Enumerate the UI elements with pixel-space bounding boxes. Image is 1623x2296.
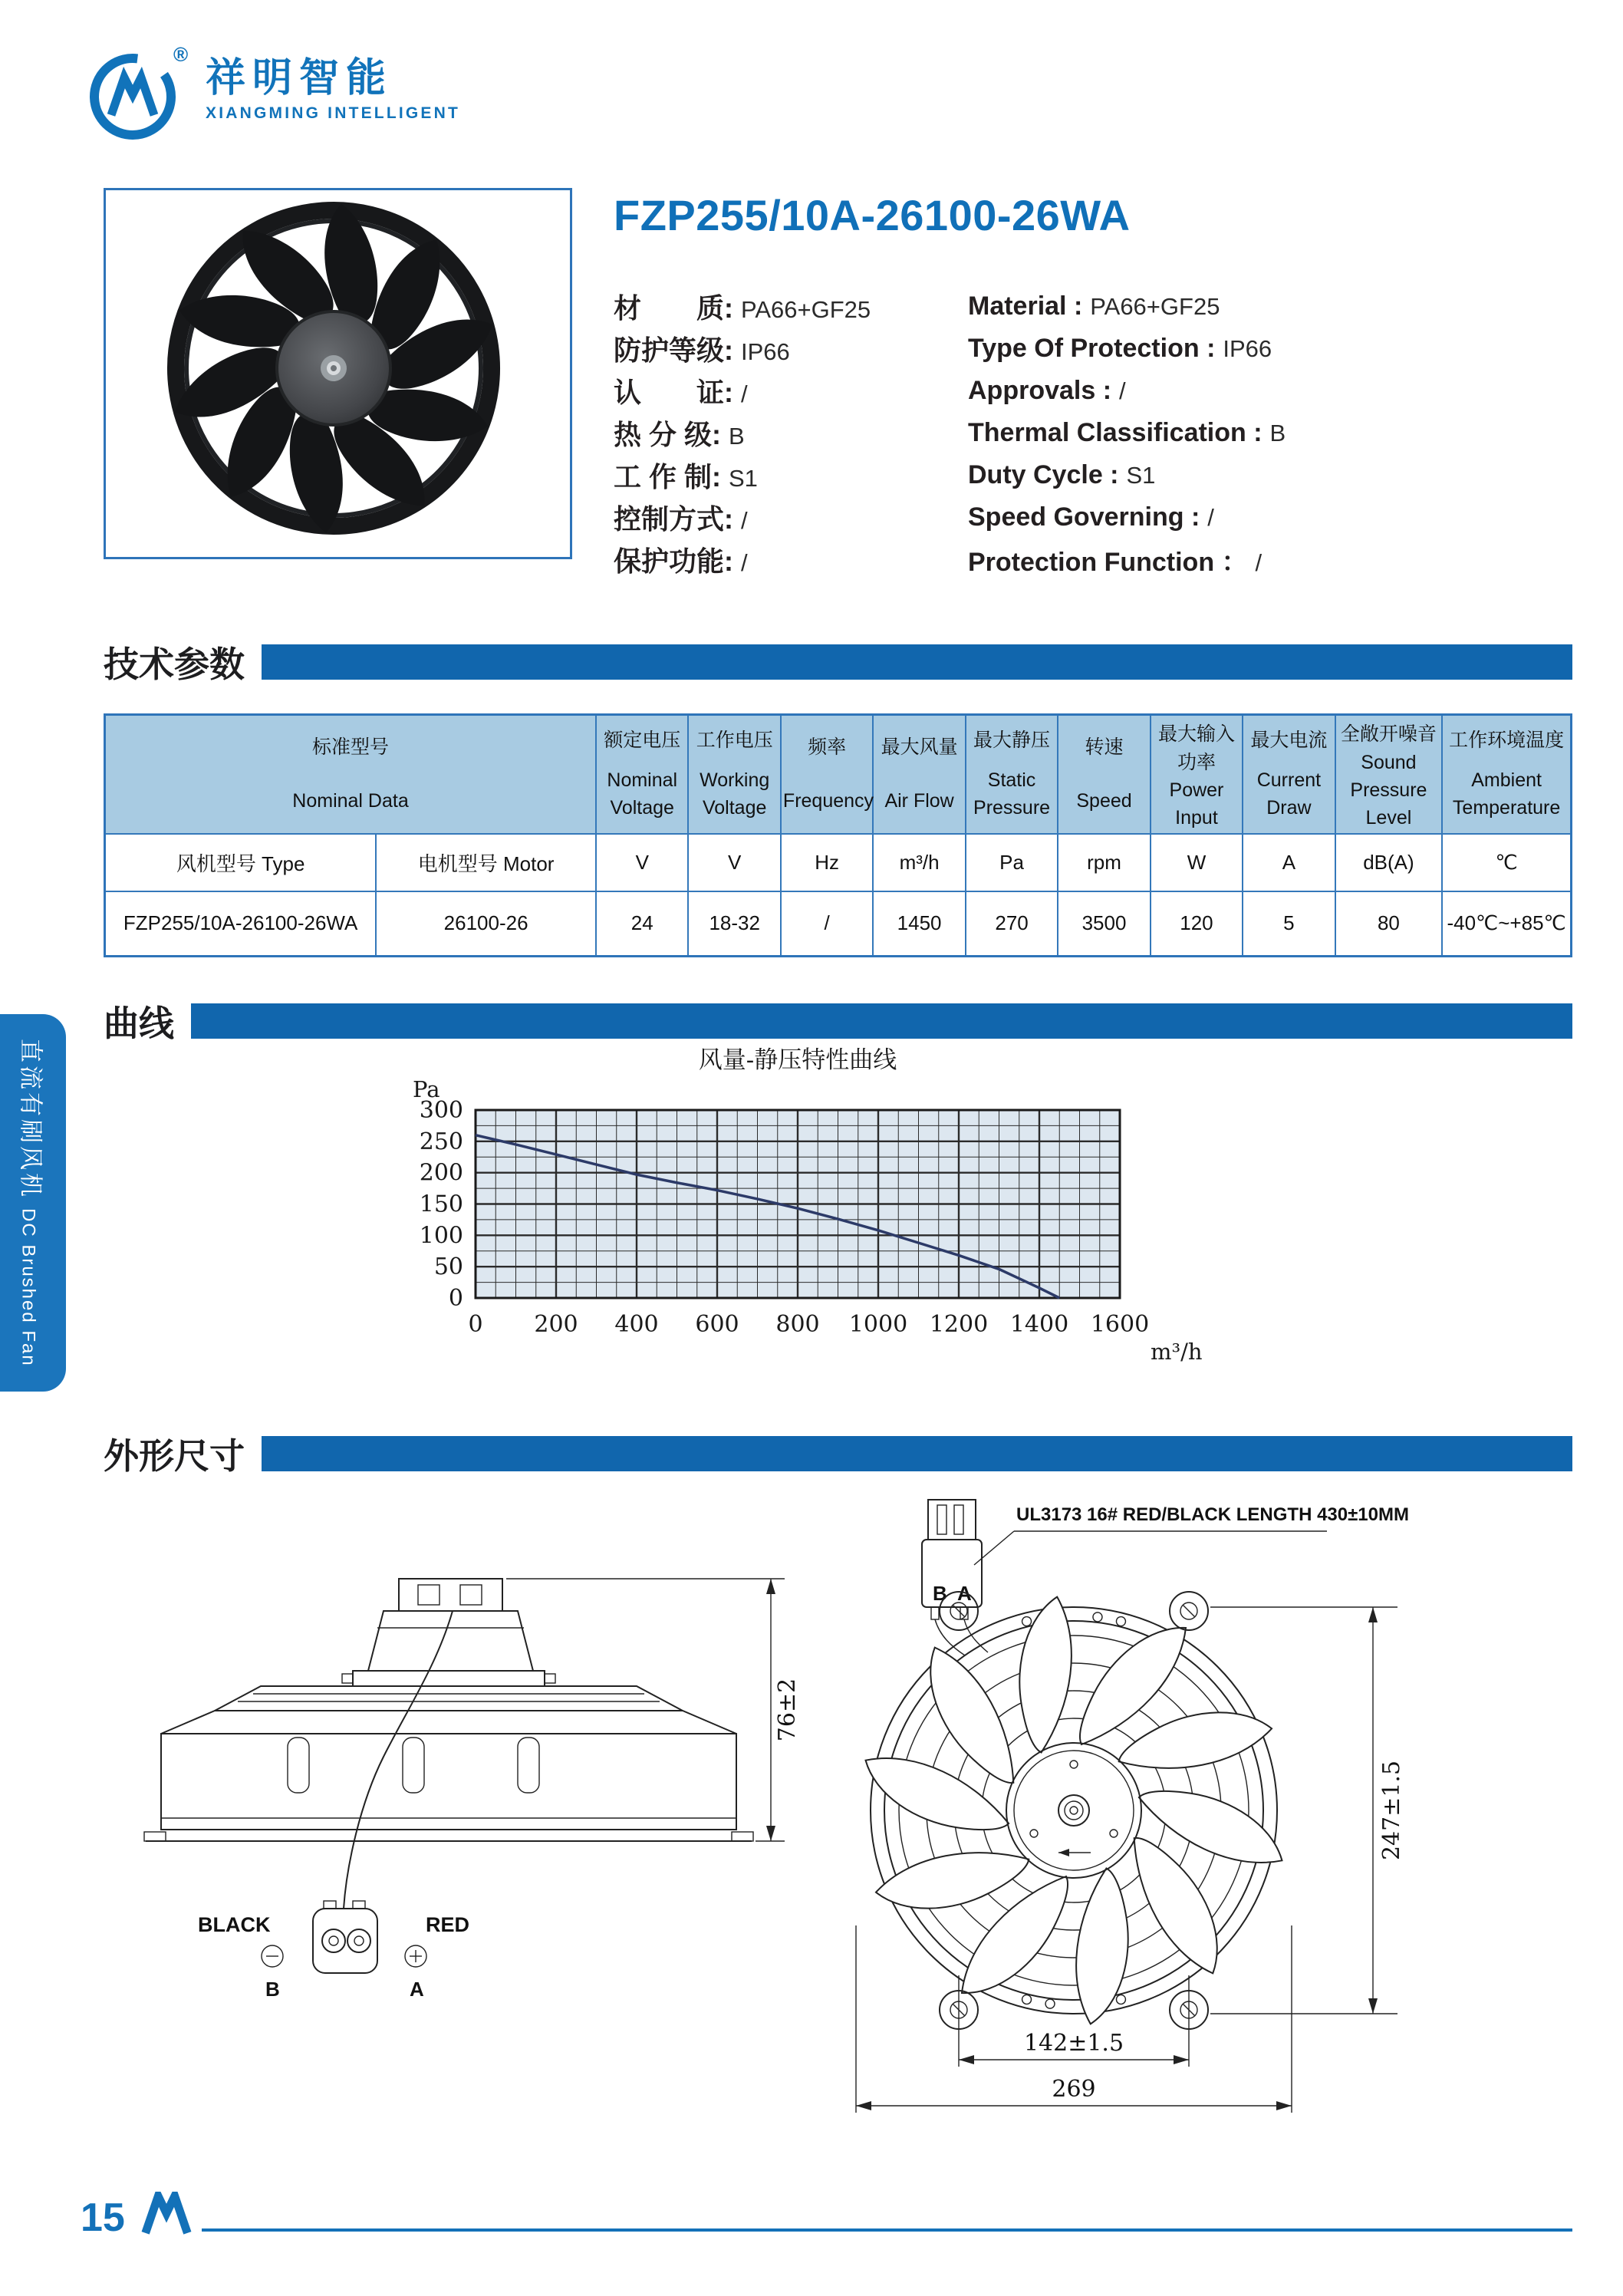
unit-cell: V (688, 834, 780, 891)
cable-spec-label: UL3173 16# RED/BLACK LENGTH 430±10MM (1016, 1504, 1409, 1525)
tech-params-table (104, 713, 1572, 957)
data-cell: 1450 (873, 891, 965, 957)
footer-logo-icon (136, 2192, 197, 2236)
fan-front-view (856, 1500, 1409, 2113)
svg-text:247±1.5: 247±1.5 (1378, 1760, 1405, 1861)
unit-cell: 风机型号 Type (105, 834, 377, 891)
table-data-row (105, 891, 1572, 957)
spec-value-cn: / (741, 507, 748, 534)
plus-terminal-icon (405, 1945, 426, 1967)
data-cell-model: FZP255/10A-26100-26WA (105, 891, 377, 957)
spec-label-en: Protection Function ： (968, 548, 1248, 577)
spec-list (614, 285, 1572, 581)
registered-mark: ® (173, 43, 189, 66)
spec-row (614, 412, 1572, 454)
spec-value-en: / (1207, 504, 1214, 531)
svg-text:50: 50 (433, 1253, 463, 1281)
unit-cell: m³/h (873, 834, 965, 891)
spec-label-cn: 认 证: (614, 377, 733, 408)
spec-value-cn: B (729, 423, 745, 450)
svg-text:269: 269 (1052, 2076, 1096, 2103)
svg-text:0: 0 (468, 1311, 483, 1338)
spec-value-cn: IP66 (741, 338, 790, 365)
dimension-hole-pitch (959, 1975, 1189, 2067)
chart-title: 风量-静压特性曲线 (698, 1046, 897, 1074)
spec-value-en: / (1119, 377, 1126, 404)
data-cell: 80 (1335, 891, 1443, 957)
data-cell: 120 (1151, 891, 1243, 957)
rotation-arrow-icon (1058, 1849, 1069, 1856)
data-cell: 24 (596, 891, 688, 957)
header-ambient-temp: 工作环境温度 Ambient Temperature (1442, 715, 1571, 834)
brand-logo-icon (77, 32, 192, 149)
header-air-flow: 最大风量 Air Flow (873, 715, 965, 834)
spec-row (614, 454, 1572, 496)
data-cell: 5 (1243, 891, 1335, 957)
unit-cell: dB(A) (1335, 834, 1443, 891)
page-footer (81, 2182, 1572, 2241)
svg-text:1400: 1400 (1009, 1311, 1069, 1338)
wire-connector (313, 1901, 377, 1973)
terminal-label-a: A (410, 1978, 424, 2001)
brand-name-en: XIANGMING INTELLIGENT (206, 104, 461, 122)
wire-label-red: RED (426, 1913, 470, 1936)
product-photo-frame (104, 188, 572, 559)
spec-label-en: Approvals : (968, 376, 1112, 405)
data-cell-motor: 26100-26 (376, 891, 596, 957)
spec-row (614, 496, 1572, 539)
spec-value-cn: / (741, 549, 748, 576)
header-nominal-data: 标准型号 Nominal Data (105, 715, 597, 834)
header-speed: 转速 Speed (1058, 715, 1150, 834)
header-frequency: 频率 Frequency (781, 715, 873, 834)
svg-text:0: 0 (448, 1285, 463, 1312)
spec-value-cn: PA66+GF25 (741, 296, 871, 323)
svg-text:142±1.5: 142±1.5 (1023, 2030, 1124, 2057)
svg-text:600: 600 (695, 1311, 739, 1338)
data-cell: -40℃~+85℃ (1442, 891, 1571, 957)
brand-header (77, 29, 568, 152)
svg-text:200: 200 (419, 1159, 463, 1187)
spec-label-en: Material : (968, 292, 1083, 321)
spec-label-en: Type Of Protection : (968, 334, 1216, 363)
svg-text:250: 250 (419, 1128, 463, 1155)
header-working-voltage: 工作电压 Working Voltage (688, 715, 780, 834)
spec-value-en: PA66+GF25 (1090, 293, 1220, 320)
airflow-pressure-chart (322, 1037, 1204, 1386)
tech-params-table-wrap (104, 713, 1572, 957)
connector-pin-b: B (933, 1582, 947, 1605)
header-current-draw: 最大电流 Current Draw (1243, 715, 1335, 834)
spec-label-en: Speed Governing : (968, 502, 1200, 532)
unit-cell: 电机型号 Motor (376, 834, 596, 891)
brand-name-cn: 祥明智能 (206, 56, 393, 100)
section-bar (191, 1003, 1572, 1039)
connector-pin-a: A (957, 1582, 972, 1605)
table-header-row (105, 715, 1572, 834)
svg-text:800: 800 (775, 1311, 820, 1338)
spec-label-en: Thermal Classification : (968, 418, 1263, 447)
svg-text:150: 150 (419, 1191, 463, 1218)
svg-text:400: 400 (614, 1311, 659, 1338)
data-cell: 270 (966, 891, 1058, 957)
spec-value-cn: / (741, 380, 748, 407)
front-connector (922, 1500, 988, 1655)
chart-x-axis-unit: m³/h (1151, 1339, 1203, 1365)
minus-terminal-icon (262, 1945, 283, 1967)
svg-text:1000: 1000 (848, 1311, 908, 1338)
dimension-overall-width (856, 1925, 1292, 2113)
fan-product-photo (106, 190, 565, 552)
section-bar (262, 644, 1572, 680)
dimension-drawing (100, 1435, 1572, 2163)
spec-label-cn: 控制方式: (614, 503, 733, 535)
unit-cell: W (1151, 834, 1243, 891)
data-cell: / (781, 891, 873, 957)
chart-grid (476, 1110, 1120, 1298)
svg-text:200: 200 (534, 1311, 578, 1338)
page-number: 15 (81, 2196, 125, 2241)
side-tab-dc-brushed-fan (0, 1014, 66, 1392)
svg-text:76±2: 76±2 (774, 1678, 801, 1742)
spec-value-en: IP66 (1223, 335, 1272, 362)
terminal-label-b: B (265, 1978, 280, 2001)
data-cell: 18-32 (688, 891, 780, 957)
spec-value-cn: S1 (729, 465, 758, 492)
spec-value-en: / (1255, 549, 1263, 576)
unit-cell: rpm (1058, 834, 1150, 891)
fan-blades (865, 1597, 1282, 2024)
spec-label-en: Duty Cycle : (968, 460, 1119, 489)
spec-value-en: S1 (1126, 462, 1156, 489)
svg-text:100: 100 (419, 1222, 463, 1250)
section-title: 曲线 (104, 1003, 174, 1043)
spec-label-cn: 热 分 级: (614, 419, 721, 450)
unit-cell: V (596, 834, 688, 891)
data-cell: 3500 (1058, 891, 1150, 957)
svg-text:300: 300 (419, 1097, 463, 1124)
spec-value-en: B (1269, 420, 1286, 446)
unit-cell: A (1243, 834, 1335, 891)
wire-label-black: BLACK (198, 1913, 271, 1936)
spec-row (614, 370, 1572, 412)
header-sound-level: 全敞开噪音 Sound Pressure Level (1335, 715, 1443, 834)
spec-label-cn: 工 作 制: (614, 461, 721, 492)
header-power-input: 最大输入功率 Power Input (1151, 715, 1243, 834)
footer-divider-line (202, 2228, 1572, 2232)
header-nominal-voltage: 额定电压 Nominal Voltage (596, 715, 688, 834)
performance-chart (322, 1037, 1204, 1386)
spec-label-cn: 材 质: (614, 292, 733, 324)
brand-text (206, 58, 460, 123)
svg-text:1600: 1600 (1090, 1311, 1150, 1338)
section-title: 外形尺寸 (104, 1436, 245, 1476)
power-wire (344, 1611, 453, 1909)
spec-row (614, 539, 1572, 581)
unit-cell: ℃ (1442, 834, 1571, 891)
side-tab-label-en: DC Brushed Fan (18, 1207, 39, 1367)
svg-text:1200: 1200 (929, 1311, 989, 1338)
section-title: 技术参数 (104, 644, 245, 684)
section-tech-params (104, 637, 1572, 687)
unit-cell: Hz (781, 834, 873, 891)
fan-side-view (144, 1579, 801, 2001)
table-unit-row (105, 834, 1572, 891)
header-static-pressure: 最大静压 Static Pressure (966, 715, 1058, 834)
chart-y-axis-unit: Pa (413, 1076, 440, 1102)
unit-cell: Pa (966, 834, 1058, 891)
product-model-title: FZP255/10A-26100-26WA (614, 191, 1131, 239)
side-tab-label (16, 1039, 51, 1366)
spec-row (614, 285, 1572, 328)
fan-hub (1006, 1743, 1141, 1878)
side-tab-label-cn: 直流有刷风机 (17, 1039, 44, 1201)
spec-row (614, 328, 1572, 370)
spec-label-cn: 防护等级: (614, 334, 733, 366)
spec-label-cn: 保护功能: (614, 545, 733, 577)
